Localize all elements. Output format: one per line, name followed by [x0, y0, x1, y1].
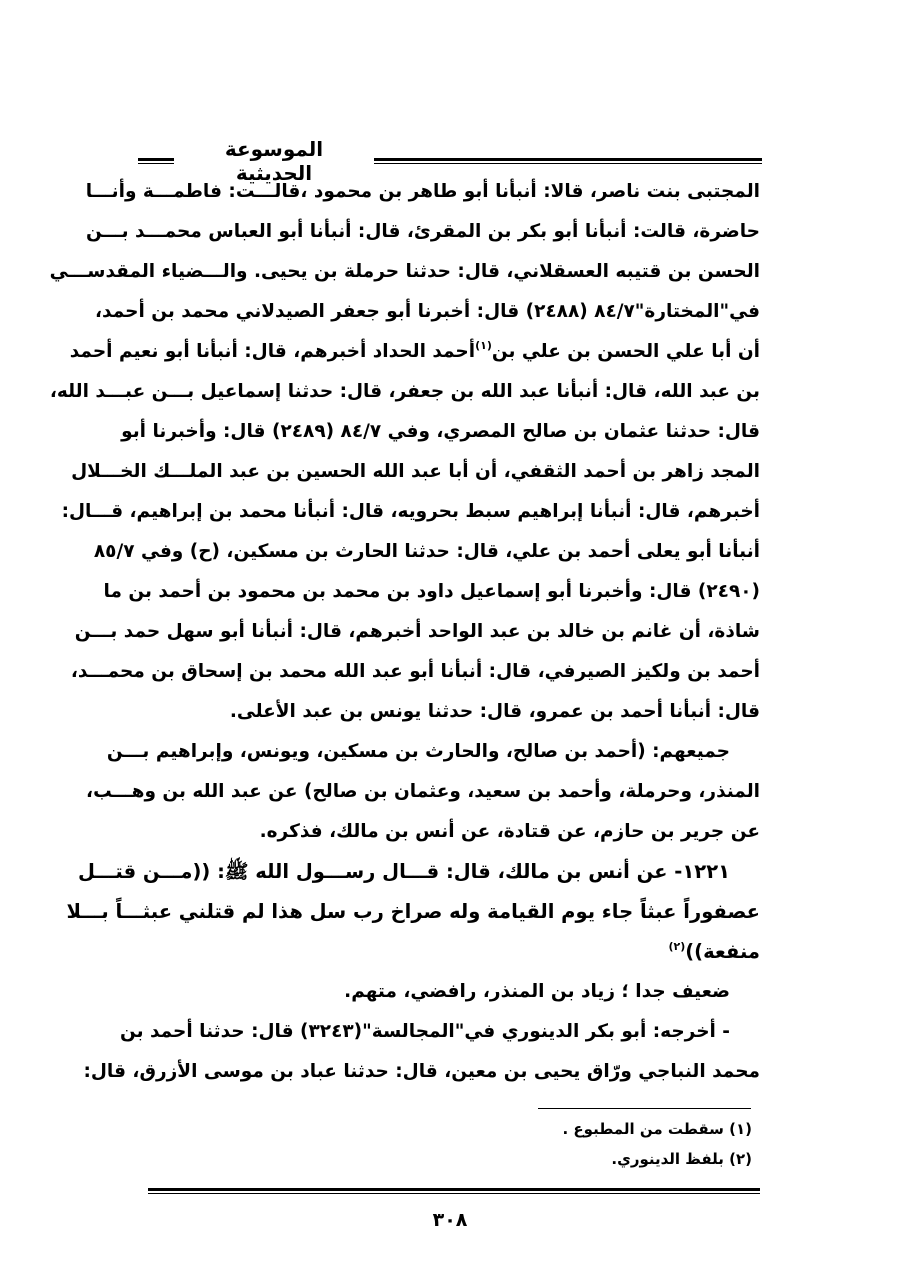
text-line: قال: حدثنا عثمان بن صالح المصري، وفي ٨٤/٧ (٢٤٨٩) قال: وأخبرنا أبو [121, 421, 760, 442]
text-line: الحسن بن قتيبه العسقلاني، قال: حدثنا حرملة بن يحيى. والـــضياء المقدســـي [49, 261, 760, 282]
text-line: - أخرجه: أبو بكر الدينوري في"المجالسة"(٣٢٤٣) قال: حدثنا أحمد بن [119, 1021, 730, 1042]
text-line: المنذر، وحرملة، وأحمد بن سعيد، وعثمان بن صالح) عن عبد الله بن وهـــب، [86, 781, 760, 802]
text-line: أخبرهم، قال: أنبأنا إبراهيم سبط بحرويه، قال: أنبأنا محمد بن إبراهيم، قـــال: [61, 501, 760, 522]
text-line: جميعهم: (أحمد بن صالح، والحارث بن مسكين، ويونس، وإبراهيم بـــن [106, 741, 730, 762]
text-line: في"المختارة"٨٤/٧ (٢٤٨٨) قال: أخبرنا أبو جعفر الصيدلاني محمد بن أحمد، [95, 301, 760, 322]
header-rule-right [374, 158, 762, 164]
footnote-ref-1: (١) [475, 339, 492, 352]
hadith-line: ١٢٢١- عن أنس بن مالك، قال: قـــال رســـول الله ﷺ: ((مـــن قتـــل [77, 860, 730, 883]
header-title: الموسوعة الحديثية [224, 137, 324, 185]
text-line: محمد النباجي ورّاق يحيى بن معين، قال: حدثنا عباد بن موسى الأزرق، قال: [83, 1061, 760, 1082]
text-segment: منفعة)) [685, 940, 760, 963]
footnote: (٢) بلفظ الدينوري. [611, 1150, 752, 1168]
text-line: عن جرير بن حازم، عن قتادة، عن أنس بن مالك، فذكره. [259, 821, 760, 842]
footnotes [300, 1114, 752, 1174]
footnote-ref-2: (٢) [668, 940, 686, 953]
hadith-line [148, 932, 760, 972]
footnote: (١) سقطت من المطبوع . [562, 1120, 752, 1138]
grading-line: ضعيف جدا ؛ زياد بن المنذر، رافضي، متهم. [344, 981, 730, 1002]
text-line: المجد زاهر بن أحمد الثقفي، أن أبا عبد الله الحسين بن عبد الملـــك الخـــلال [71, 461, 760, 482]
text-line: حاضرة، قالت: أنبأنا أبو بكر بن المقرئ، قال: أنبأنا أبو العباس محمـــد بـــن [85, 221, 760, 242]
page-number: ٣٠٨ [432, 1209, 468, 1231]
text-line: بن عبد الله، قال: أنبأنا عبد الله بن جعفر، قال: حدثنا إسماعيل بـــن عبـــد الله، [49, 381, 760, 402]
text-segment: أن أبا علي الحسن بن علي بن [491, 341, 760, 362]
text-line: المجتبى بنت ناصر، قالا: أنبأنا أبو طاهر بن محمود ،قالـــت: فاطمـــة وأنـــا [85, 181, 760, 202]
text-line: شاذة، أن غانم بن خالد بن عبد الواحد أخبرهم، قال: أنبأنا أبو سهل حمد بـــن [74, 621, 760, 642]
hadith-line: عصفوراً عبثاً جاء يوم القيامة وله صراخ رب سل هذا لم قتلني عبثـــاً بـــلا [66, 900, 760, 923]
text-line: أنبأنا أبو يعلى أحمد بن علي، قال: حدثنا الحارث بن مسكين، (ح) وفي ٨٥/٧ [93, 541, 760, 562]
footer-rule [148, 1188, 760, 1194]
header-rule-left [138, 158, 174, 164]
text-line [69, 332, 760, 372]
text-line: أحمد بن ولكيز الصيرفي، قال: أنبأنا أبو عبد الله محمد بن إسحاق بن محمـــد، [70, 661, 760, 682]
text-line: قال: أنبأنا أحمد بن عمرو، قال: حدثنا يونس بن عبد الأعلى. [229, 701, 760, 722]
text-segment: أحمد الحداد أخبرهم، قال: أنبأنا أبو نعيم أحمد [69, 341, 476, 362]
main-text [49, 172, 760, 1092]
footnote-separator [538, 1108, 751, 1109]
running-header [138, 133, 762, 185]
text-line: (٢٤٩٠) قال: وأخبرنا أبو إسماعيل داود بن محمد بن محمود بن أحمد بن ما [103, 581, 760, 602]
